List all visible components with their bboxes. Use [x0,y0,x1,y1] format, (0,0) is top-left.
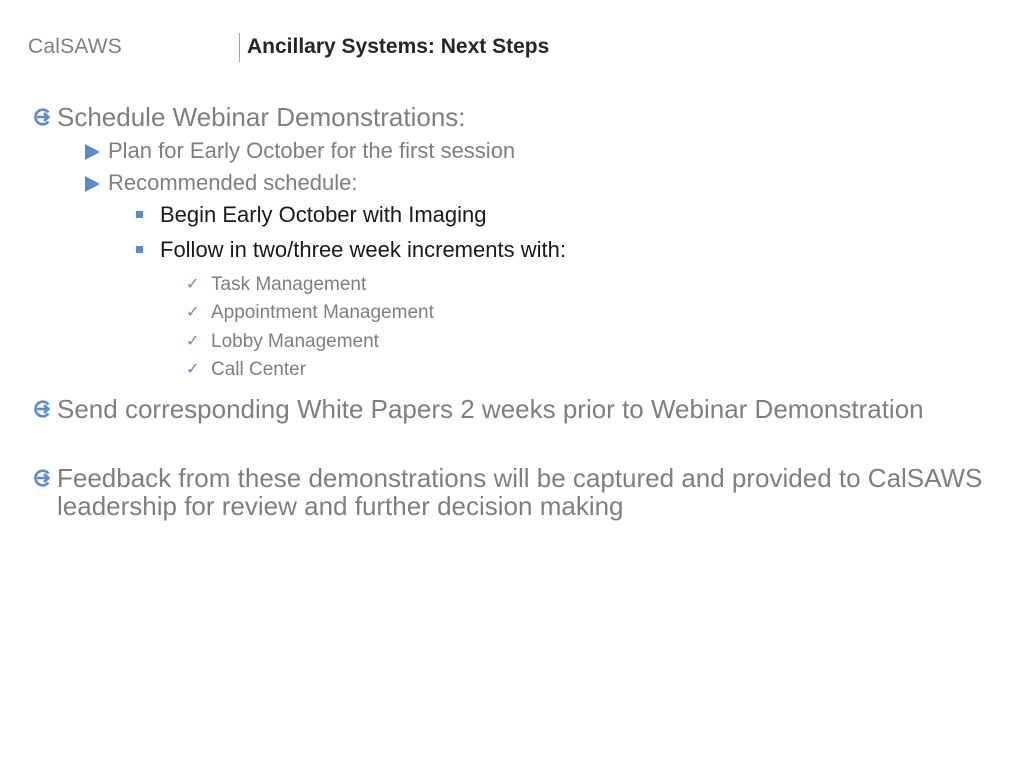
item-follow-text: Follow in two/three week increments with: [160,237,566,262]
check-item-text: Call Center [211,359,307,380]
item-begin-text: Begin Early October with Imaging [160,202,487,227]
check-item-text: Appointment Management [211,302,434,323]
check-item-text: Task Management [211,274,367,295]
bullet-white-papers [57,395,987,423]
bullet-schedule-text: Schedule Webinar Demonstrations: [57,102,466,132]
check-item [186,331,379,352]
subbullet-plan-text: Plan for Early October for the first session [108,138,516,163]
check-item [186,359,307,380]
item-begin [160,203,487,227]
subbullet-plan [108,139,515,163]
bullet-feedback-text: Feedback from these demonstrations will be captured and provided to CalSAWS leadership for review and further decision making [57,463,983,521]
checkmark-icon: ✓ [186,276,200,293]
circled-arrow-icon [33,469,51,487]
subbullet-recommended [108,171,357,195]
circled-arrow-icon [33,108,51,126]
check-item [186,274,367,295]
brand-label: CalSAWS [28,35,122,58]
check-item [186,302,434,323]
checkmark-icon: ✓ [186,361,200,378]
check-item-text: Lobby Management [211,331,379,352]
slide-title: Ancillary Systems: Next Steps [247,35,550,58]
bullet-feedback [57,464,987,520]
circled-arrow-icon [33,400,51,418]
item-follow [160,238,566,262]
subbullet-recommended-text: Recommended schedule: [108,170,358,195]
square-bullet-icon [136,246,143,253]
header-divider [239,33,240,62]
square-bullet-icon [136,211,143,218]
bullet-schedule [57,103,466,131]
checkmark-icon: ✓ [186,333,200,350]
checkmark-icon: ✓ [186,304,200,321]
triangle-bullet-icon [85,176,100,192]
triangle-bullet-icon [85,144,100,160]
bullet-white-papers-text: Send corresponding White Papers 2 weeks prior to Webinar Demonstration [57,394,924,424]
